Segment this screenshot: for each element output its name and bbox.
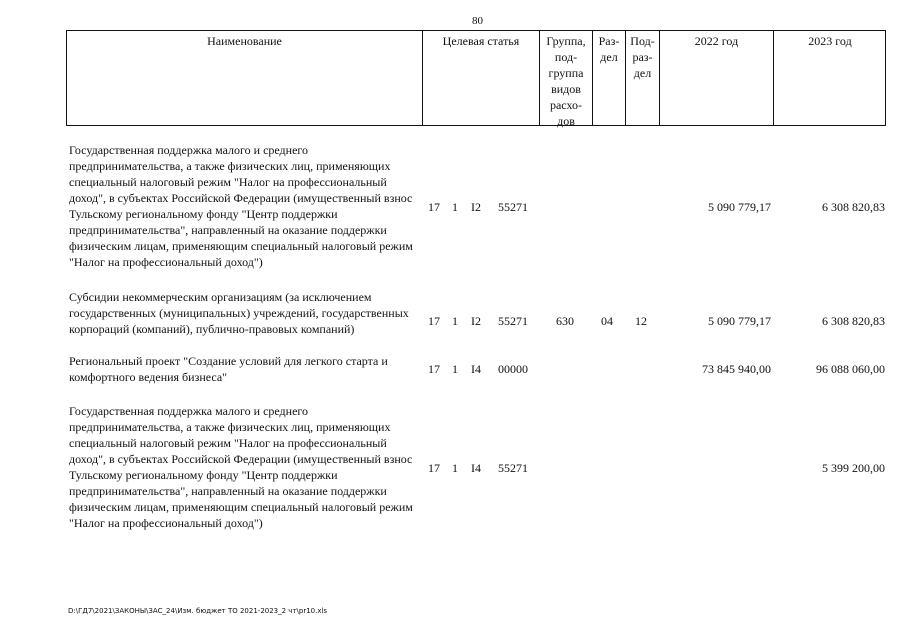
header-name: Наименование: [207, 34, 282, 48]
row-2-section: 04: [601, 314, 613, 328]
header-subsection: Под- раз- дел: [630, 34, 655, 80]
header-2023: 2023 год: [808, 34, 852, 48]
row-1-c4: 55271: [498, 200, 528, 214]
row-3-c1: 17: [428, 362, 440, 376]
row-1-c3: I2: [471, 200, 481, 214]
header-section: Раз- дел: [598, 34, 620, 64]
row-1-name: Государственная поддержка малого и среднего предпринимательства, а также физических лиц, применяющих специальный налоговый режим "Налог на профессиональный доход", в субъектах Российской Федерации (имущественный взнос Тульскому региональному фонду "Центр поддержки предпринимательства", направленный на оказание поддержки физическим лицам, применяющим специальный налоговый режим "Налог на профессиональный доход"): [69, 143, 413, 269]
row-2-2023: 6 308 820,83: [822, 314, 885, 328]
row-2-c4: 55271: [498, 314, 528, 328]
page-number: 80: [472, 15, 483, 27]
row-1-2022: 5 090 779,17: [708, 200, 771, 214]
row-3-2022: 73 845 940,00: [702, 362, 771, 376]
row-2-c2: 1: [452, 314, 458, 328]
row-4-c1: 17: [428, 461, 440, 475]
footer-file-path: D:\ГД7\2021\ЗАКОНЫ\ЗАС_24\Изм. бюджет ТО 2021-2023_2 чт\pr10.xls: [68, 607, 328, 615]
row-3-2023: 96 088 060,00: [816, 362, 885, 376]
row-3-c2: 1: [452, 362, 458, 376]
header-2022: 2022 год: [694, 34, 739, 48]
header-group: Группа, под- группа видов расхо- дов: [546, 34, 586, 128]
row-1-2023: 6 308 820,83: [822, 200, 885, 214]
row-4-c4: 55271: [498, 461, 528, 475]
row-3-c4: 00000: [498, 362, 528, 376]
row-4-2023: 5 399 200,00: [822, 461, 885, 475]
table-header: [66, 30, 886, 126]
row-2-group: 630: [556, 314, 574, 328]
row-4-name: Государственная поддержка малого и среднего предпринимательства, а также физических лиц, применяющих специальный налоговый режим "Налог на профессиональный доход", в субъектах Российской Федерации (имущественный взнос Тульскому региональному фонду "Центр поддержки предпринимательства", направленный на оказание поддержки физическим лицам, применяющим специальный налоговый режим "Налог на профессиональный доход"): [69, 404, 413, 530]
row-2-subsection: 12: [635, 314, 647, 328]
row-2-c3: I2: [471, 314, 481, 328]
row-2-2022: 5 090 779,17: [708, 314, 771, 328]
row-1-c2: 1: [452, 200, 458, 214]
row-4-c2: 1: [452, 461, 458, 475]
header-target: Целевая статья: [442, 34, 520, 48]
row-1-c1: 17: [428, 200, 440, 214]
row-2-c1: 17: [428, 314, 440, 328]
row-2-name: Субсидии некоммерческим организациям (за исключением государственных (муниципальных) учреждений, государственных корпораций (компаний), публично-правовых компаний): [69, 290, 409, 336]
row-4-c3: I4: [471, 461, 481, 475]
row-3-name: Региональный проект "Создание условий для легкого старта и комфортного ведения бизнеса": [69, 354, 388, 384]
row-3-c3: I4: [471, 362, 481, 376]
